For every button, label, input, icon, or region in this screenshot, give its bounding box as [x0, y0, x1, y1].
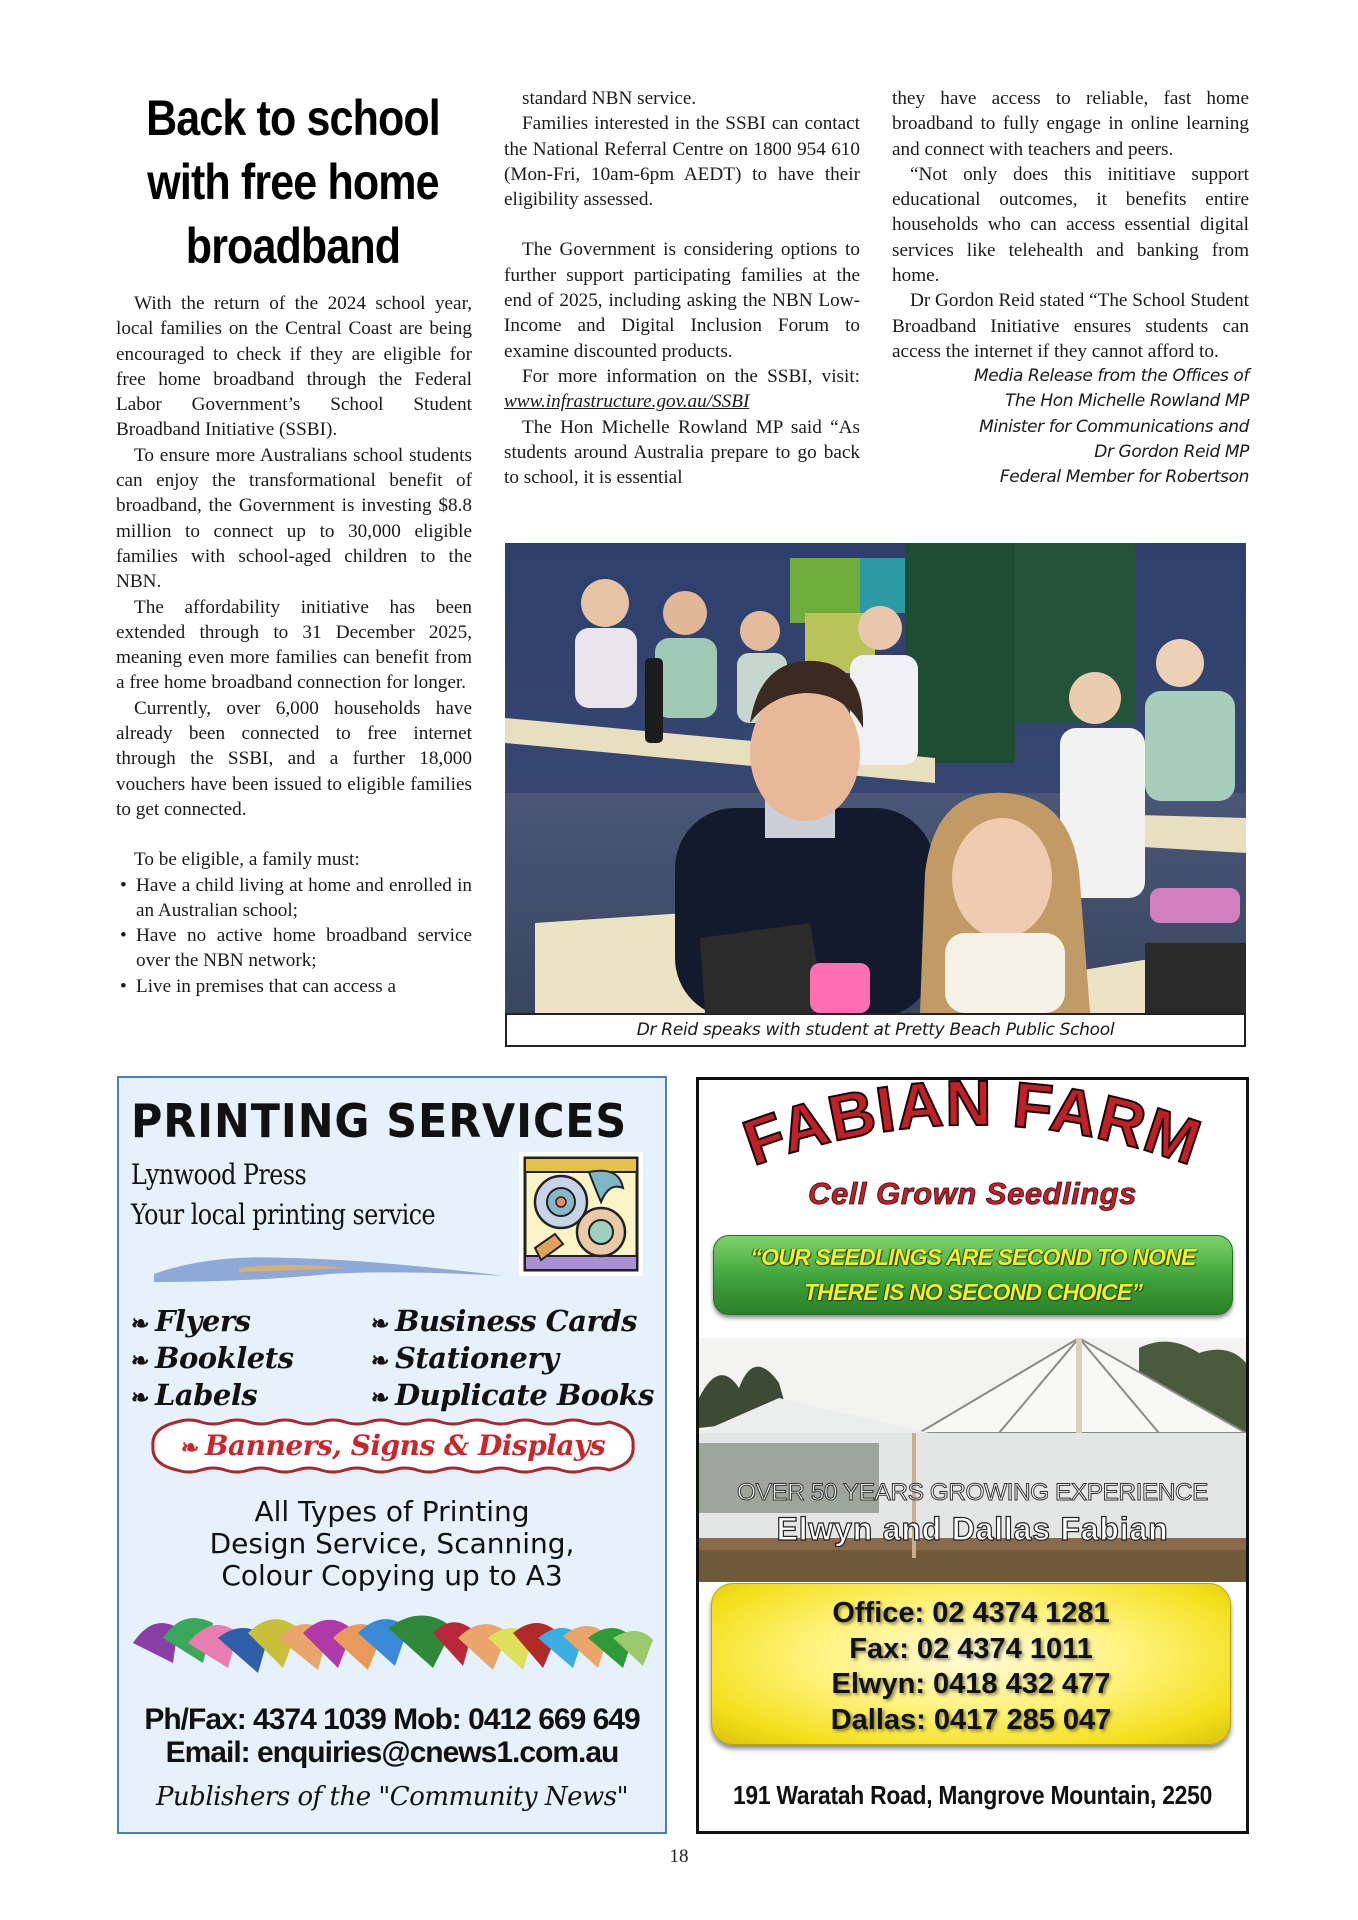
credit-line: Minister for Communications and [979, 416, 1249, 437]
printing-email: Email: enquiries@cnews1.com.au [165, 1736, 619, 1769]
service-item: ❧ Booklets [131, 1341, 294, 1375]
credit-line: Federal Member for Robertson [999, 467, 1249, 488]
article-column-2 [504, 86, 860, 490]
credit-line: The Hon Michelle Rowland MP [1004, 391, 1249, 412]
printing-services-ad [117, 1076, 667, 1834]
eligibility-item: • Live in premises that can access a [116, 974, 472, 999]
ornament-icon: ❧ [371, 1348, 389, 1374]
article-column-3 [892, 86, 1249, 490]
printing-tagline: Your local printing service [131, 1198, 436, 1231]
credit-line: Dr Gordon Reid MP [1094, 441, 1249, 462]
article-headline [137, 86, 448, 278]
classroom-photo-illustration [505, 543, 1246, 1013]
paragraph: Dr Gordon Reid stated “The School Student Broadband Initiative ensures students can access the internet if they cannot afford to. [892, 290, 1249, 362]
printing-press-logo-icon [519, 1152, 643, 1276]
farm-phone-fax: Fax: 02 4374 1011 [849, 1632, 1093, 1665]
paragraph: The affordability initiative has been extended through to 31 December 2025, meaning even more families can benefit from a free home broadband connection for longer. [116, 596, 472, 694]
ornament-icon: ❧ [371, 1385, 389, 1411]
fabian-farm-ad [696, 1077, 1249, 1834]
eligibility-item: • Have a child living at home and enrolled in an Australian school; [116, 873, 472, 924]
headline-line: with free home [147, 154, 439, 210]
paragraph: Families interested in the SSBI can contact the National Referral Centre on 1800 954 610 (Mon-Fri, 10am-6pm AEDT) to have their eligibility assessed. [504, 113, 860, 211]
farm-experience: OVER 50 YEARS GROWING EXPERIENCE [737, 1479, 1208, 1506]
printing-phone: Ph/Fax: 4374 1039 Mob: 0412 669 649 [144, 1703, 640, 1736]
farm-phone-dallas: Dallas: 0417 285 047 [830, 1703, 1112, 1736]
farm-slogan: “OUR SEEDLINGS ARE SECOND TO NONE THERE IS NO SECOND CHOICE” [713, 1235, 1233, 1315]
printing-types: All Types of Printing Design Service, Scanning, Colour Copying up to A3 [209, 1495, 575, 1592]
banner-signs-displays: ❧ Banners, Signs & Displays [180, 1429, 606, 1462]
service-item: ❧ Stationery [371, 1341, 559, 1375]
paragraph-more-info [504, 364, 860, 415]
headline-line: broadband [185, 218, 401, 274]
ornament-icon: ❧ [180, 1435, 199, 1461]
headline-line: Back to school [146, 90, 440, 146]
service-item: ❧ Flyers [131, 1304, 251, 1338]
eligibility-item: • Have no active home broadband service over the NBN network; [116, 923, 472, 974]
printing-contact [119, 1703, 665, 1769]
article-photo [505, 543, 1246, 1013]
svg-text:FABIAN FARM [734, 1080, 1210, 1179]
paragraph: With the return of the 2024 school year, local families on the Central Coast are being encouraged to check if they are eligible for free home broadband through the Federal Labor Government’s School Student Broadband Initiative (SSBI). [116, 293, 472, 441]
paint-brush-stroke-icon [149, 1248, 509, 1288]
more-info-prefix: For more information on the SSBI, visit: [522, 365, 860, 387]
farm-phone-numbers [711, 1583, 1231, 1745]
credit-line: Media Release from the Offices of [973, 366, 1249, 387]
ornament-icon: ❧ [371, 1311, 389, 1337]
farm-subtitle: Cell Grown Seedlings [808, 1176, 1137, 1211]
printing-business-name: Lynwood Press [131, 1158, 307, 1191]
paragraph: The Government is considering options to further support participating families at the end of 2025, including asking the NBN Low-Income and Digital Inclusion Forum to examine discounted products. [504, 239, 860, 362]
service-item: ❧ Labels [131, 1378, 258, 1412]
farm-phone-office: Office: 02 4374 1281 [832, 1597, 1110, 1629]
farm-phone-elwyn: Elwyn: 0418 432 477 [831, 1668, 1111, 1700]
ssbi-link[interactable]: www.infrastructure.gov.au/SSBI [504, 391, 750, 413]
farm-title-text: FABIAN FARM [734, 1080, 1211, 1180]
paragraph-continuation: they have access to reliable, fast home broadband to fully engage in online learning and connect with teachers and peers. [892, 88, 1249, 160]
paragraph: To ensure more Australians school students can enjoy the transformational benefit of broadband, the Government is investing $8.8 million to connect up to 30,000 eligible families with school-aged children to the NBN. [116, 444, 472, 593]
service-item: ❧ Business Cards [371, 1304, 637, 1338]
page-number: 18 [669, 1846, 689, 1867]
paragraph-continuation: standard NBN service. [522, 88, 697, 109]
eligibility-intro: To be eligible, a family must: [134, 849, 360, 871]
eligibility-list [116, 873, 472, 999]
colourful-feathers-decoration-icon [133, 1608, 653, 1678]
article-column-1 [116, 291, 472, 999]
ornament-icon: ❧ [131, 1348, 149, 1374]
media-release-credit [892, 364, 1249, 490]
service-item: ❧ Duplicate Books [371, 1378, 654, 1412]
printing-title: PRINTING SERVICES [131, 1094, 628, 1148]
farm-owners: Elwyn and Dallas Fabian [776, 1511, 1169, 1547]
paragraph: Currently, over 6,000 households have already been connected to free internet through the SSBI, and a further 18,000 vouchers have been issued to eligible families to get connected. [116, 697, 472, 820]
paragraph: The Hon Michelle Rowland MP said “As students around Australia prepare to go back to school, it is essential [504, 416, 860, 489]
ornament-icon: ❧ [131, 1311, 149, 1337]
farm-address: 191 Waratah Road, Mangrove Mountain, 2250 [732, 1780, 1213, 1810]
paragraph: “Not only does this inititiave support educational outcomes, it benefits entire households who can access essential digital services like telehealth and banking from home. [892, 163, 1249, 287]
photo-caption: Dr Reid speaks with student at Pretty Beach Public School [505, 1013, 1246, 1047]
ornament-icon: ❧ [131, 1385, 149, 1411]
publishers-tagline: Publishers of the "Community News" [155, 1782, 629, 1812]
